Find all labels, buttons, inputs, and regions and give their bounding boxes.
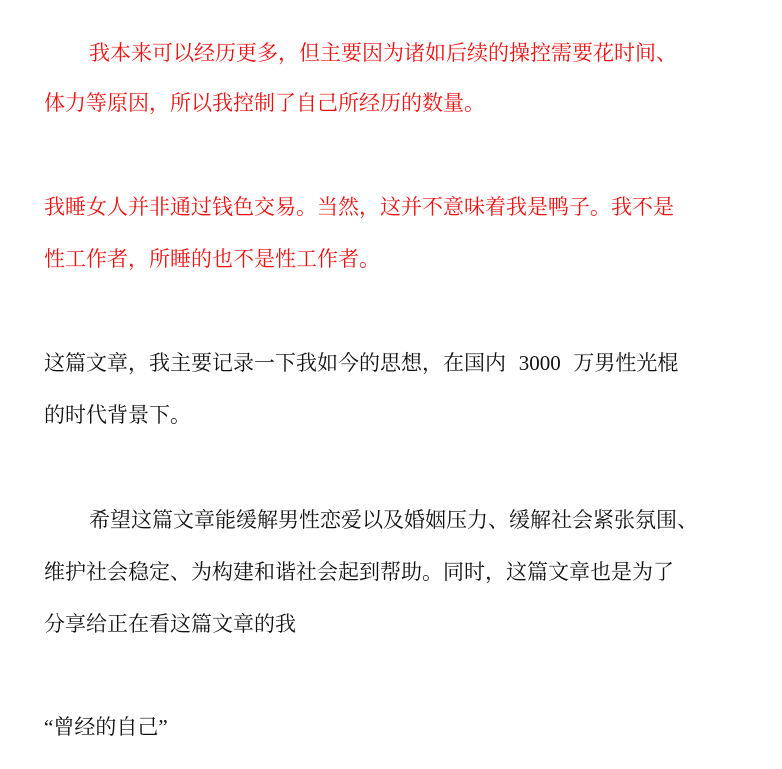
paragraph-4-line-3: 分享给正在看这篇文章的我	[44, 612, 296, 636]
close-quote: ”	[158, 715, 168, 739]
paragraph-3-line-1	[44, 348, 678, 378]
paragraph-3-text-before: 这篇文章，我主要记录一下我如今的思想，在国内	[44, 351, 506, 375]
paragraph-4-line-2: 维护社会稳定、为构建和谐社会起到帮助。同时，这篇文章也是为了	[44, 560, 674, 584]
paragraph-3-number: 3000	[518, 351, 561, 375]
paragraph-3-text-after: 万男性光棍	[573, 351, 679, 375]
paragraph-2-line-1: 我睡女人并非通过钱色交易。当然，这并不意味着我是鸭子。我不是	[44, 195, 674, 219]
quoted-text: 曾经的自己	[53, 715, 159, 739]
open-quote: “	[44, 715, 54, 739]
paragraph-4-line-1: 希望这篇文章能缓解男性恋爱以及婚姻压力、缓解社会紧张氛围、	[89, 508, 698, 532]
paragraph-3-line-2: 的时代背景下。	[44, 403, 191, 427]
paragraph-1-line-1: 我本来可以经历更多，但主要因为诸如后续的操控需要花时间、	[89, 41, 677, 65]
paragraph-5-line-1	[44, 712, 168, 742]
paragraph-1-line-2: 体力等原因，所以我控制了自己所经历的数量。	[44, 91, 485, 115]
paragraph-2-line-2: 性工作者，所睡的也不是性工作者。	[44, 247, 380, 271]
